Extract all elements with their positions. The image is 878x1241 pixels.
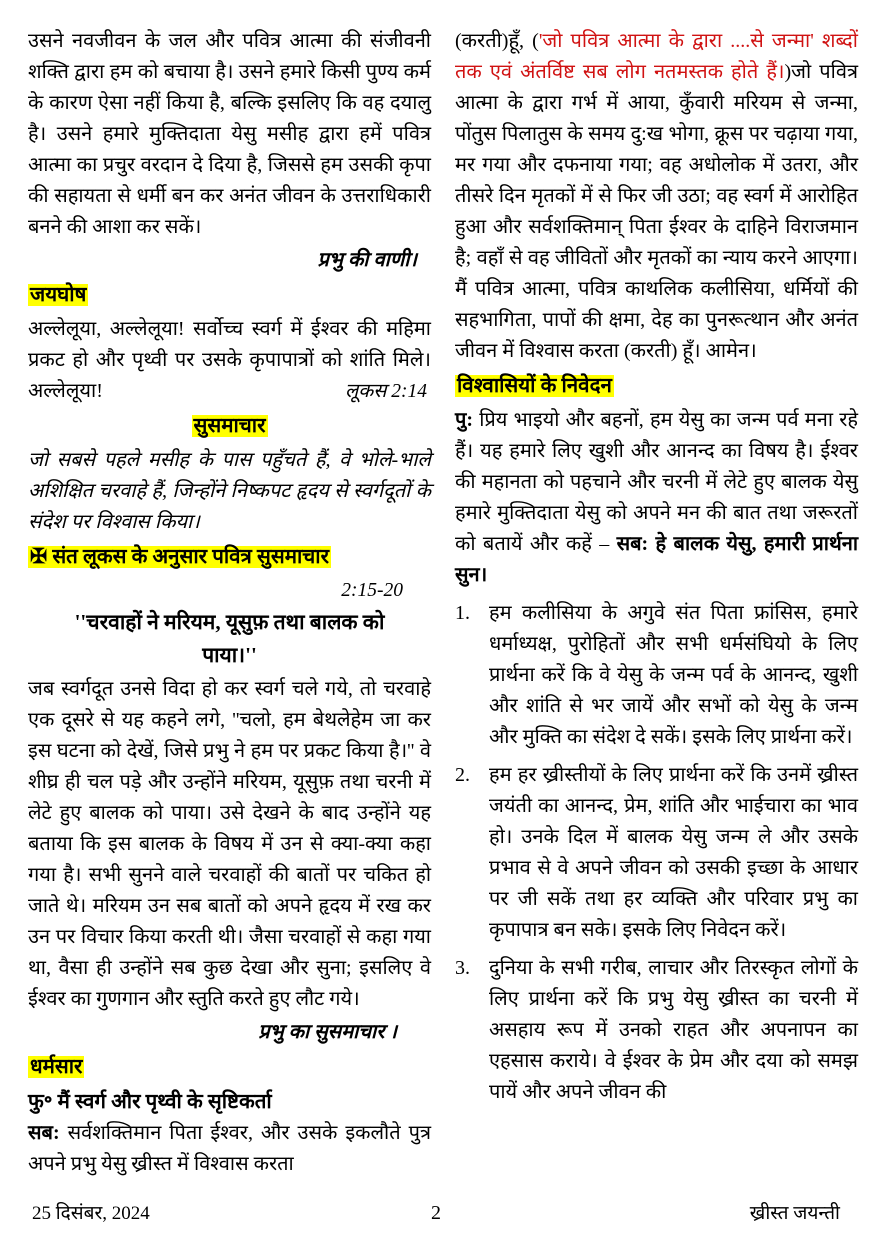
reading-paragraph: उसने नवजीवन के जल और पवित्र आत्मा की संजीवनी शक्ति द्वारा हम को बचाया है। उसने हमारे किसी पुण्य कर्म के कारण ऐसा नहीं किया है, बल्कि इसलिए कि वह दयालु है। उसने हमारे मुक्तिदाता येसु मसीह द्वारा हमें पवित्र आत्मा का प्रचुर वरदान दे दिया है, जिससे हम उसकी कृपा की सहायता से धर्मी बन कर अनंत जीवन के उत्तराधिकारी बनने की आशा कर सकें। xyxy=(28,30,431,238)
intercessions-intro-text: प्रिय भाइयो और बहनों, हम येसु का जन्म पर्व मना रहे हैं। यह हमारे लिए खुशी और आनन्द का विषय है। ईश्वर की महानता को पहचाने और चरनी में लेटे हुए बालक येसु हमारे मुक्तिदाता येसु को अपने मन की बात तथा जरूरतों को बतायें और कहें – xyxy=(455,409,859,555)
petition-item xyxy=(455,598,858,753)
petition-item xyxy=(455,953,858,1108)
jayghosh-heading-label: जयघोष xyxy=(30,284,87,306)
footer-title: ख्रीस्त जयन्ती xyxy=(749,1203,840,1224)
section-heading-intercessions xyxy=(455,371,858,403)
creed-all-prefix: सब: xyxy=(28,1122,60,1144)
gospel-title-quote: ''चरवाहों ने मरियम, यूसुफ़ तथा बालक को पाया।'' xyxy=(74,610,385,667)
section-heading-gospel xyxy=(28,542,431,574)
gospel-heading-text: संत लूकस के अनुसार पवित्र सुसमाचार xyxy=(52,546,329,568)
petition-number: 3. xyxy=(455,957,470,979)
footer-page-number: 2 xyxy=(430,1202,441,1224)
left-column xyxy=(28,26,431,1194)
reading-signoff: प्रभु की वाणी। xyxy=(317,249,417,271)
intercessions-intro-paragraph xyxy=(455,405,858,591)
two-column-layout xyxy=(28,26,858,1194)
section-heading-creed xyxy=(28,1052,431,1084)
intercessions-response-text: सब: हे बालक येसु, हमारी प्रार्थना सुन। xyxy=(455,533,859,586)
jayghosh-paragraph: अल्लेलूया, अल्लेलूया! सर्वोच्च स्वर्ग में ईश्वर की महिमा प्रकट हो और पृथ्वी पर उसके कृपापात्रों को शांति मिले। अल्लेलूया! xyxy=(28,318,431,402)
section-heading-jayghosh xyxy=(28,280,431,312)
petition-number: 2. xyxy=(455,764,470,786)
jayghosh-verse-reference: लूकस 2:14 xyxy=(345,381,427,402)
gospel-heading-label xyxy=(28,546,331,568)
creed-heading-label: धर्मसार xyxy=(30,1056,83,1078)
intercessions-leader-prefix: पु: xyxy=(455,409,474,431)
petition-number: 1. xyxy=(455,602,470,624)
creed-leader-text: मैं स्वर्ग और पृथ्वी के सृष्टिकर्ता xyxy=(57,1091,272,1113)
rubric-red-text: 'जो पवित्र आत्मा के द्वारा ....से जन्मा' शब्दों तक एवं अंतर्विष्ट सब लोग नतमस्तक होते हैं। xyxy=(455,30,858,83)
creed-leader-prefix: फु॰ xyxy=(28,1091,53,1113)
gospel-paragraph: जब स्वर्गदूत उनसे विदा हो कर स्वर्ग चले गये, तो चरवाहे एक दूसरे से यह कहने लगे, ''चलो, हम बेथलेहेम जा कर इस घटना को देखें, जिसे प्रभु ने हम पर प्रकट किया है।'' वे शीघ्र ही चल पड़े और उन्होंने मरियम, यूसुफ़ तथा चरनी में लेटे हुए बालक को पाया। उसे देखने के बाद उन्होंने यह बताया कि इस बालक के विषय में उन से क्या-क्या कहा गया है। सभी सुनने वाले चरवाहों की बातों पर चकित हो जाते थे। मरियम उन सब बातों को अपने हृदय में रख कर उन पर विचार किया करती थी। जैसा चरवाहों से कहा गया था, वैसा ही उन्होंने सब कुछ देखा और सुना; इसलिए वे ईश्वर का गुणगान और स्तुति करते हुए लौट गये। xyxy=(28,678,431,1010)
petition-text: दुनिया के सभी गरीब, लाचार और तिरस्कृत लोगों के लिए प्रार्थना करें कि प्रभु येसु ख्रीस्त का चरनी में असहाय रूप में उनको राहत और अपनापन का एहसास कराये। वे ईश्वर के प्रेम और दया को समझ पायें और अपने जीवन की xyxy=(489,957,858,1103)
creed-all-paragraph xyxy=(28,1118,431,1180)
petition-item xyxy=(455,760,858,946)
section-heading-gospel-acclamation xyxy=(28,411,431,443)
creed-continuation-text-2: )जो पवित्र आत्मा के द्वारा गर्भ में आया, कुँवारी मरियम से जन्मा, पोंतुस पिलातुस के समय दु:ख भोगा, क्रूस पर चढ़ाया गया, मर गया और दफनाया गया; वह अधोलोक में उतरा, और तीसरे दिन मृतकों में से फिर जी उठा; वह स्वर्ग में आरोहित हुआ और सर्वशक्तिमान् पिता ईश्वर के दाहिने विराजमान है; वहाँ से वह जीवितों और मृतकों का न्याय करने आएगा। मैं पवित्र आत्मा, पवित्र काथलिक कलीसिया, धर्मियों की सहभागिता, पापों की क्षमा, देह का पुनरूत्थान और अनंत जीवन में विश्वास करता (करती) हूँ। आमेन। xyxy=(455,61,858,362)
creed-continuation-paragraph xyxy=(455,26,858,367)
creed-continuation-text-1: (करती)हूँ, ( xyxy=(455,30,539,52)
gospel-verse-reference: 2:15-20 xyxy=(341,580,403,601)
gospel-acclamation-heading-label: सुसमाचार xyxy=(193,415,266,437)
right-column xyxy=(455,26,858,1194)
gospel-intro-paragraph: जो सबसे पहले मसीह के पास पहुँचते हैं, वे भोले-भाले अशिक्षित चरवाहे हैं, जिन्होंने निष्कपट हृदय से स्वर्गदूतों के संदेश पर विश्वास किया। xyxy=(28,449,431,533)
page-footer xyxy=(28,1194,858,1227)
petition-text: हम कलीसिया के अगुवे संत पिता फ्रांसिस, हमारे धर्माध्यक्ष, पुरोहितों और सभी धर्मसंघियो के लिए प्रार्थना करें कि वे येसु के जन्म पर्व के आनन्द, खुशी और शांति से भर जायें और सभों को येसु के जन्म और मुक्ति का संदेश दे सकें। इसके लिए प्रार्थना करें। xyxy=(489,602,858,748)
creed-leader-line xyxy=(28,1086,431,1118)
intercessions-heading-label: विश्वासियों के निवेदन xyxy=(457,375,612,397)
gospel-signoff: प्रभु का सुसमाचार । xyxy=(258,1021,397,1043)
footer-date: 25 दिसंबर, 2024 xyxy=(32,1203,150,1224)
petition-text: हम हर ख्रीस्तीयों के लिए प्रार्थना करें कि उनमें ख्रीस्त जयंती का आनन्द, प्रेम, शांति और भाईचारा का भाव हो। उनके दिल में बालक येसु जन्म ले और उसके प्रभाव से वे अपने जीवन को उसकी इच्छा के आधार पर जी सकें तथा हर व्यक्ति और परिवार प्रभु का कृपापात्र बन सके। इसके लिए निवेदन करें। xyxy=(489,764,858,941)
maltese-cross-icon: ✠ xyxy=(30,546,48,568)
creed-all-text: सर्वशक्तिमान पिता ईश्वर, और उसके इकलौते पुत्र अपने प्रभु येसु ख्रीस्त में विश्वास करता xyxy=(28,1122,431,1175)
